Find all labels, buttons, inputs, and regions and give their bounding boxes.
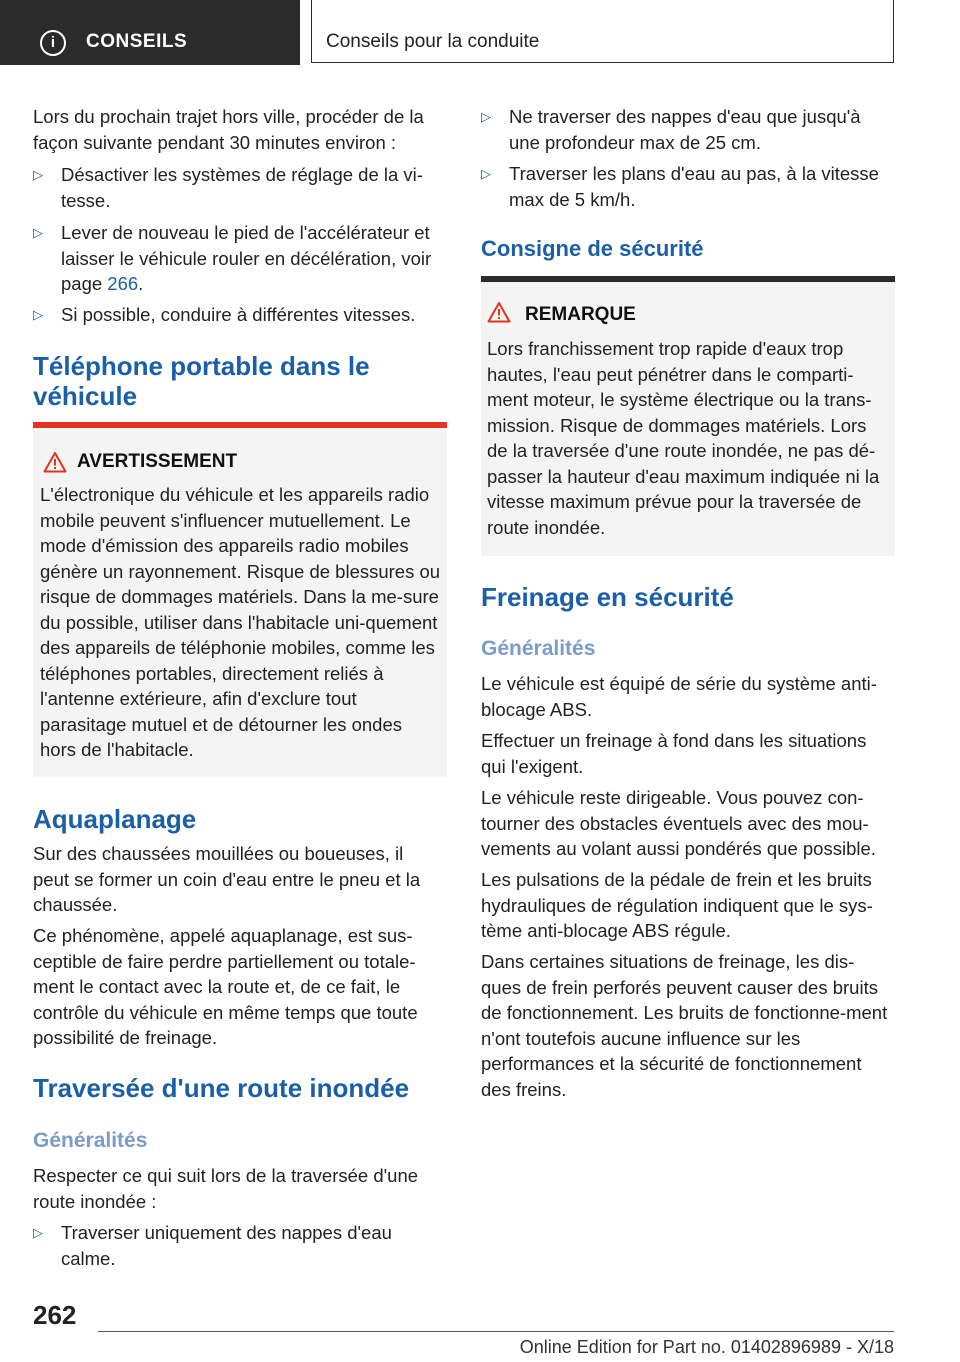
note-title: REMARQUE bbox=[525, 304, 636, 325]
aquaplaning-paragraph-2: Ce phénomène, appelé aquaplanage, est sus-ceptible de faire perdre partiellement ou totale-ment le contact avec la route et, de ce fait, le contrôle du véhicule en même temps que toute possibilité de freinage. bbox=[33, 925, 418, 1048]
flood-paragraph: Respecter ce qui suit lors de la traversée d'une route inondée : bbox=[33, 1165, 419, 1212]
section-heading-flood: Traversée d'une route inondée bbox=[33, 1073, 410, 1103]
section-heading-safety: Consigne de sécurité bbox=[481, 236, 704, 261]
warning-bar bbox=[33, 422, 447, 428]
note-box bbox=[481, 276, 895, 556]
note-text: Lors franchissement trop rapide d'eaux trop hautes, l'eau peut pénétrer dans le comparti-ment moteur, le système électrique ou la trans-mission. Risque de dommages matériels. Lors de la traversée d'une route inondée, ne pas dé-passer la hauteur d'eau maximum indiquée ni la vitesse maximum prévue pour la traversée de route inondée. bbox=[487, 338, 880, 538]
note-bar bbox=[481, 276, 895, 282]
subheading-generalites: Généralités bbox=[33, 1129, 148, 1152]
bullet-triangle-icon: ▷ bbox=[33, 225, 43, 240]
bullet-triangle-icon: ▷ bbox=[33, 1225, 43, 1240]
footer-divider bbox=[98, 1331, 894, 1332]
bullet-triangle-icon: ▷ bbox=[33, 167, 43, 182]
warning-triangle-icon bbox=[43, 451, 67, 473]
section-tab-label: CONSEILS bbox=[86, 31, 188, 52]
intro-paragraph: Lors du prochain trajet hors ville, procéder de la façon suivante pendant 30 minutes environ : bbox=[33, 106, 424, 153]
info-icon: i bbox=[40, 30, 66, 56]
braking-paragraph: Dans certaines situations de freinage, les dis-ques de frein perforés peuvent causer des bruits de fonctionnement. Les bruits de fonctionne-ment n'ont toutefois aucune influence sur les performances et la sécurité de fonctionnement des freins. bbox=[481, 951, 888, 1100]
page-reference-link[interactable]: 266 bbox=[107, 273, 139, 294]
braking-paragraph: Le véhicule est équipé de série du système anti-blocage ABS. bbox=[481, 673, 877, 720]
page-number: 262 bbox=[33, 1300, 77, 1330]
braking-paragraph: Effectuer un freinage à fond dans les situations qui l'exigent. bbox=[481, 730, 867, 777]
section-heading-aquaplaning: Aquaplanage bbox=[33, 804, 197, 834]
warning-triangle-icon bbox=[487, 301, 511, 323]
bullet-triangle-icon: ▷ bbox=[481, 166, 491, 181]
braking-paragraph: Les pulsations de la pédale de frein et les bruits hydrauliques de régulation indiquent que le sys-tème anti-blocage ABS régule. bbox=[481, 869, 873, 941]
page-title: Conseils pour la conduite bbox=[326, 31, 540, 52]
warning-box bbox=[33, 422, 447, 777]
braking-paragraph: Le véhicule reste dirigeable. Vous pouvez con-tourner des obstacles éventuels avec des mou-vements au volant aussi pondérés que possible. bbox=[481, 787, 876, 859]
edition-footer: Online Edition for Part no. 01402896989 - X/18 bbox=[519, 1337, 894, 1357]
warning-title: AVERTISSEMENT bbox=[77, 451, 238, 472]
aquaplaning-paragraph-1: Sur des chaussées mouillées ou boueuses, il peut se former un coin d'eau entre le pneu et la chaussée. bbox=[33, 843, 421, 915]
bullet-triangle-icon: ▷ bbox=[33, 307, 43, 322]
section-heading-phone: Téléphone portable dans le véhicule bbox=[33, 351, 370, 411]
bullet-triangle-icon: ▷ bbox=[481, 109, 491, 124]
section-heading-braking: Freinage en sécurité bbox=[481, 582, 734, 612]
page-header bbox=[311, 0, 894, 63]
warning-text: L'électronique du véhicule et les appareils radio mobile peuvent s'influencer mutuellement. Le mode d'émission des appareils radio mobiles génère un rayonnement. Risque de blessures ou risque de dommages matériels. Dans la me-sure du possible, utiliser dans l'habitacle uni-quement des appareils de téléphonie mobiles, comme les téléphones portables, directement reliés à l'antenne extérieure, afin d'exclure tout parasitage mutuel et de détourner les ondes hors de l'habitacle. bbox=[40, 484, 441, 760]
section-tab bbox=[0, 0, 300, 65]
subheading-generalites: Généralités bbox=[481, 637, 596, 660]
